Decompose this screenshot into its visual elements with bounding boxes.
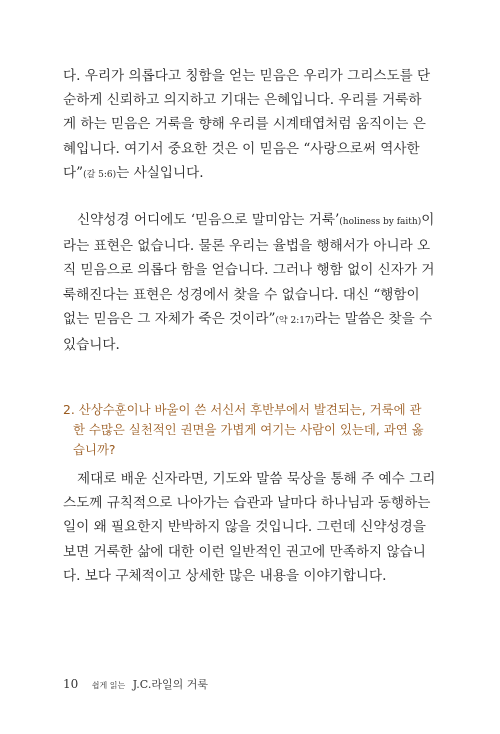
question-line: 습니까?	[73, 442, 116, 457]
text-line: 제대로 배운 신자라면, 기도와 말씀 묵상을 통해 주 예수 그리	[77, 471, 436, 487]
text-line: 일이 왜 필요한지 반박하지 않을 것입니다. 그런데 신약성경을	[63, 519, 426, 536]
english-term: (holiness by faith)	[339, 217, 422, 227]
text-line: 순하게 신뢰하고 의지하고 기대는 은혜입니다. 우리를 거룩하	[63, 92, 422, 109]
paragraph-1	[63, 64, 441, 187]
text-line	[63, 208, 441, 234]
question-heading	[63, 400, 441, 460]
book-title: J.C.라일의 거룩	[132, 678, 208, 691]
page-number: 10	[63, 677, 79, 691]
paragraph-3	[63, 467, 441, 588]
text-line: 혜입니다. 여기서 중요한 것은 이 믿음은 “사랑으로써 역사한	[63, 140, 420, 157]
text-line: 다. 우리가 의롭다고 칭함을 얻는 믿음은 우리가 그리스도를 단	[63, 68, 431, 84]
text-line: 룩해진다는 표현은 성경에서 찾을 수 없습니다. 대신 “행함이	[63, 286, 420, 303]
question-line: 한 수많은 실천적인 권면을 가볍게 여기는 사람이 있는데, 과연 옳	[73, 422, 424, 437]
text-line: 보면 거룩한 삶에 대한 이런 일반적인 권고에 만족하지 않습니	[63, 543, 426, 560]
text-segment: 이	[421, 212, 435, 228]
text-line	[63, 161, 441, 187]
paragraph-2	[63, 208, 441, 357]
book-subtitle: 쉽게 읽는	[91, 681, 126, 690]
text-line	[63, 307, 441, 333]
page-footer	[63, 676, 208, 692]
scripture-reference: (갈 5:6)	[83, 169, 117, 180]
text-line: 있습니다.	[63, 337, 120, 354]
text-line: 게 하는 믿음은 거룩을 향해 우리를 시계태엽처럼 움직이는 은	[63, 116, 426, 133]
scripture-reference: (약 2:17)	[275, 315, 315, 326]
text-line: 라는 표현은 없습니다. 물론 우리는 율법을 행해서가 아니라 오	[63, 238, 431, 255]
question-line: 2. 산상수훈이나 바울이 쓴 서신서 후반부에서 발견되는, 거룩에 관	[63, 402, 422, 417]
text-segment: 는 사실입니다.	[116, 164, 204, 181]
text-line: 직 믿음으로 의롭다 함을 얻습니다. 그러나 행함 없이 신자가 거	[63, 262, 435, 279]
text-segment: 라는 말씀은 찾을 수	[314, 310, 433, 327]
text-line: 스도께 규칙적으로 나아가는 습관과 날마다 하나님과 동행하는	[63, 495, 431, 512]
text-segment: 신약성경 어디에도 ‘믿음으로 말미암는 거룩’	[77, 212, 340, 228]
text-segment: 없는 믿음은 그 자체가 죽은 것이라”	[63, 310, 276, 327]
text-line: 다. 보다 구체적이고 상세한 많은 내용을 이야기합니다.	[63, 567, 387, 584]
text-segment: 다”	[63, 164, 84, 181]
